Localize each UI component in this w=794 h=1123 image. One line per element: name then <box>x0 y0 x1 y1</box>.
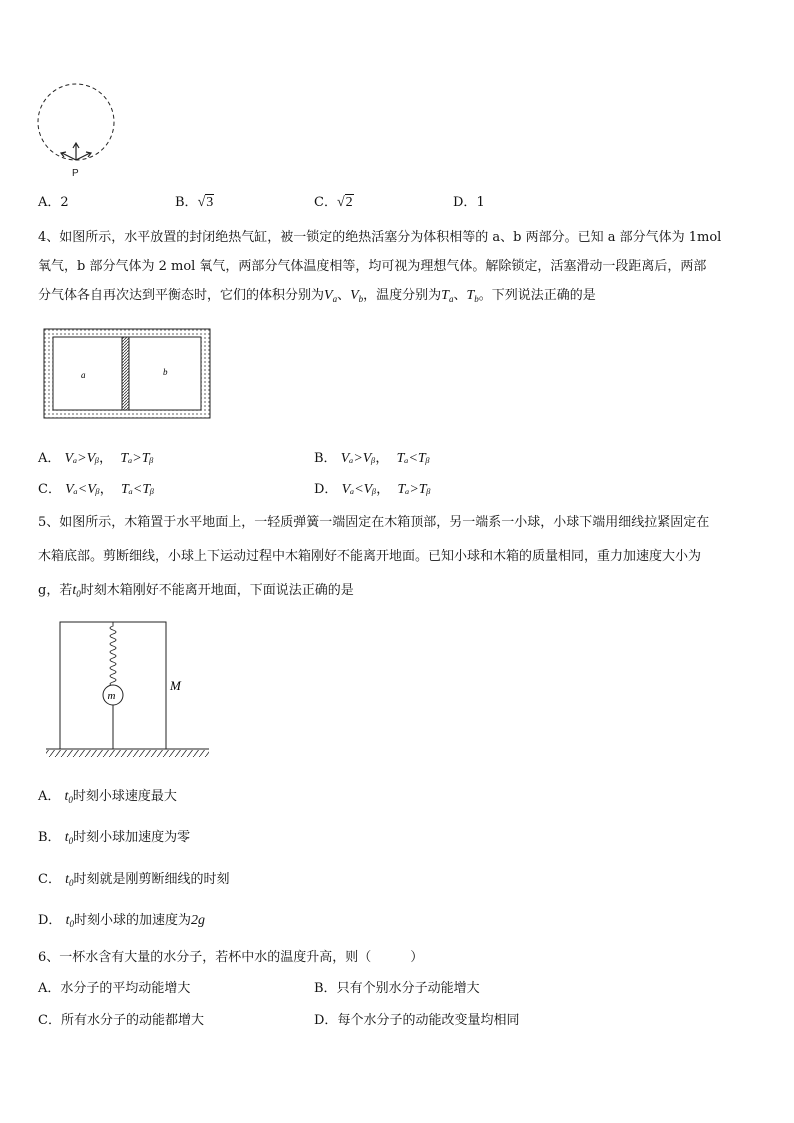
q4-stem-line: 4、如图所示，水平放置的封闭绝热气缸，被一锁定的绝热活塞分为体积相等的 a、b 两部分。已知 a 部分气体为 1mol <box>38 230 722 245</box>
t0-symbol: $t_0$ <box>64 789 73 805</box>
q6-stem: 6、一杯水含有大量的水分子，若杯中水的温度升高，则（ ） <box>38 950 424 965</box>
q6-option-a[interactable] <box>38 977 190 996</box>
option-text: 时刻就是刚剪断细线的时刻 <box>73 872 230 887</box>
option-letter: B． <box>314 451 337 466</box>
spring <box>110 622 116 690</box>
sqrt-expression: √3 <box>197 195 214 210</box>
option-letter: A． <box>38 451 61 466</box>
option-text: 2 <box>60 195 69 210</box>
q5-stem-line: 5、如图所示，木箱置于水平地面上，一轻质弹簧一端固定在木箱顶部，另一端系一小球，小球下端用细线拉紧固定在 <box>38 515 710 530</box>
label-a: a <box>81 370 86 380</box>
arrows-at-p <box>61 143 91 160</box>
option-text: 时刻小球的加速度为 <box>73 913 191 928</box>
q4-stem-line: 分气体各自再次达到平衡态时，它们的体积分别为$V_a$、$V_b$，温度分别为$T_a$、$T_b$。下列说法正确的是 <box>38 288 596 304</box>
q5-option-d[interactable] <box>38 909 205 929</box>
option-relation-t: Tₐ>Tᵦ <box>397 482 431 497</box>
q5-option-c[interactable] <box>38 868 230 888</box>
point-p-label: P <box>72 168 79 179</box>
q5-stem-line: 木箱底部。剪断细线，小球上下运动过程中木箱刚好不能离开地面。已知小球和木箱的质量相同，重力加速度大小为 <box>38 549 702 564</box>
ball-label: m <box>107 690 116 702</box>
q3-option-c[interactable] <box>314 191 354 211</box>
option-letter: D． <box>314 482 338 497</box>
q4-option-c[interactable]: C． Vₐ<Vᵦ， Tₐ<Tᵦ <box>38 482 155 497</box>
option-relation-v: Vₐ<Vᵦ <box>65 482 100 497</box>
option-relation-t: Tₐ<Tᵦ <box>396 451 430 466</box>
q5-option-b[interactable] <box>38 826 190 846</box>
q3-option-a[interactable] <box>38 191 69 210</box>
q6-option-c[interactable] <box>38 1009 204 1028</box>
option-text: 水分子的平均动能增大 <box>60 981 191 996</box>
q6-option-d[interactable] <box>314 1009 519 1028</box>
box-mass-label: M <box>170 678 181 693</box>
option-relation-v: Vₐ<Vᵦ <box>341 482 377 497</box>
option-text: 时刻小球速度最大 <box>72 789 177 804</box>
q5-option-a[interactable] <box>38 785 177 805</box>
option-letter: A． <box>38 789 61 804</box>
spring-box-figure <box>44 620 214 760</box>
t0-symbol: $t_0$ <box>65 913 74 929</box>
option-letter: C． <box>38 482 61 497</box>
q4-option-b[interactable]: B． Vₐ>Vᵦ， Tₐ<Tᵦ <box>314 451 430 466</box>
option-letter: A． <box>38 195 61 210</box>
q3-option-d[interactable] <box>453 191 485 210</box>
option-letter: D． <box>314 1013 338 1028</box>
option-letter: B． <box>175 195 198 210</box>
label-b: b <box>163 367 168 377</box>
option-letter: B． <box>38 830 61 845</box>
sqrt-expression: √2 <box>336 195 353 210</box>
q5-stem <box>38 506 760 611</box>
option-relation-t: Tₐ<Tᵦ <box>120 482 155 497</box>
option-letter: C． <box>38 1013 61 1028</box>
q5-stem-line: g，若$t_0$时刻木箱刚好不能离开地面，下面说法正确的是 <box>38 583 354 599</box>
t0-symbol: $t_0$ <box>65 872 74 888</box>
option-letter: C． <box>314 195 337 210</box>
q3-option-b[interactable] <box>175 191 214 211</box>
option-tail: 2g <box>190 913 205 928</box>
cylinder-figure <box>43 328 213 420</box>
option-relation-v: Vₐ>Vᵦ <box>64 451 100 466</box>
option-text: 每个水分子的动能改变量均相同 <box>337 1013 520 1028</box>
q4-stem-line: 氧气，b 部分气体为 2 mol 氧气，两部分气体温度相等，均可视为理想气体。解除锁定，活塞滑动一段距离后，两部 <box>38 259 707 274</box>
q6-option-b[interactable] <box>314 977 480 996</box>
t0-symbol: $t_0$ <box>64 830 74 846</box>
option-relation-v: Vₐ>Vᵦ <box>340 451 376 466</box>
option-letter: D． <box>453 195 477 210</box>
q4-option-a[interactable]: A． Vₐ>Vᵦ， Tₐ>Tᵦ <box>38 451 154 466</box>
option-text: 1 <box>476 195 485 210</box>
q4-stem <box>38 223 760 314</box>
option-letter: C． <box>38 872 61 887</box>
option-text: 时刻小球加速度为零 <box>73 830 191 845</box>
piston <box>122 337 129 410</box>
option-text: 所有水分子的动能都增大 <box>60 1013 204 1028</box>
q4-option-d[interactable]: D． Vₐ<Vᵦ， Tₐ>Tᵦ <box>314 482 431 497</box>
circle-figure <box>30 80 125 180</box>
option-letter: D． <box>38 913 62 928</box>
option-relation-t: Tₐ>Tᵦ <box>120 451 154 466</box>
ground-hatch <box>46 750 209 757</box>
option-letter: A． <box>38 981 61 996</box>
option-letter: B． <box>314 981 337 996</box>
option-text: 只有个别水分子动能增大 <box>336 981 480 996</box>
